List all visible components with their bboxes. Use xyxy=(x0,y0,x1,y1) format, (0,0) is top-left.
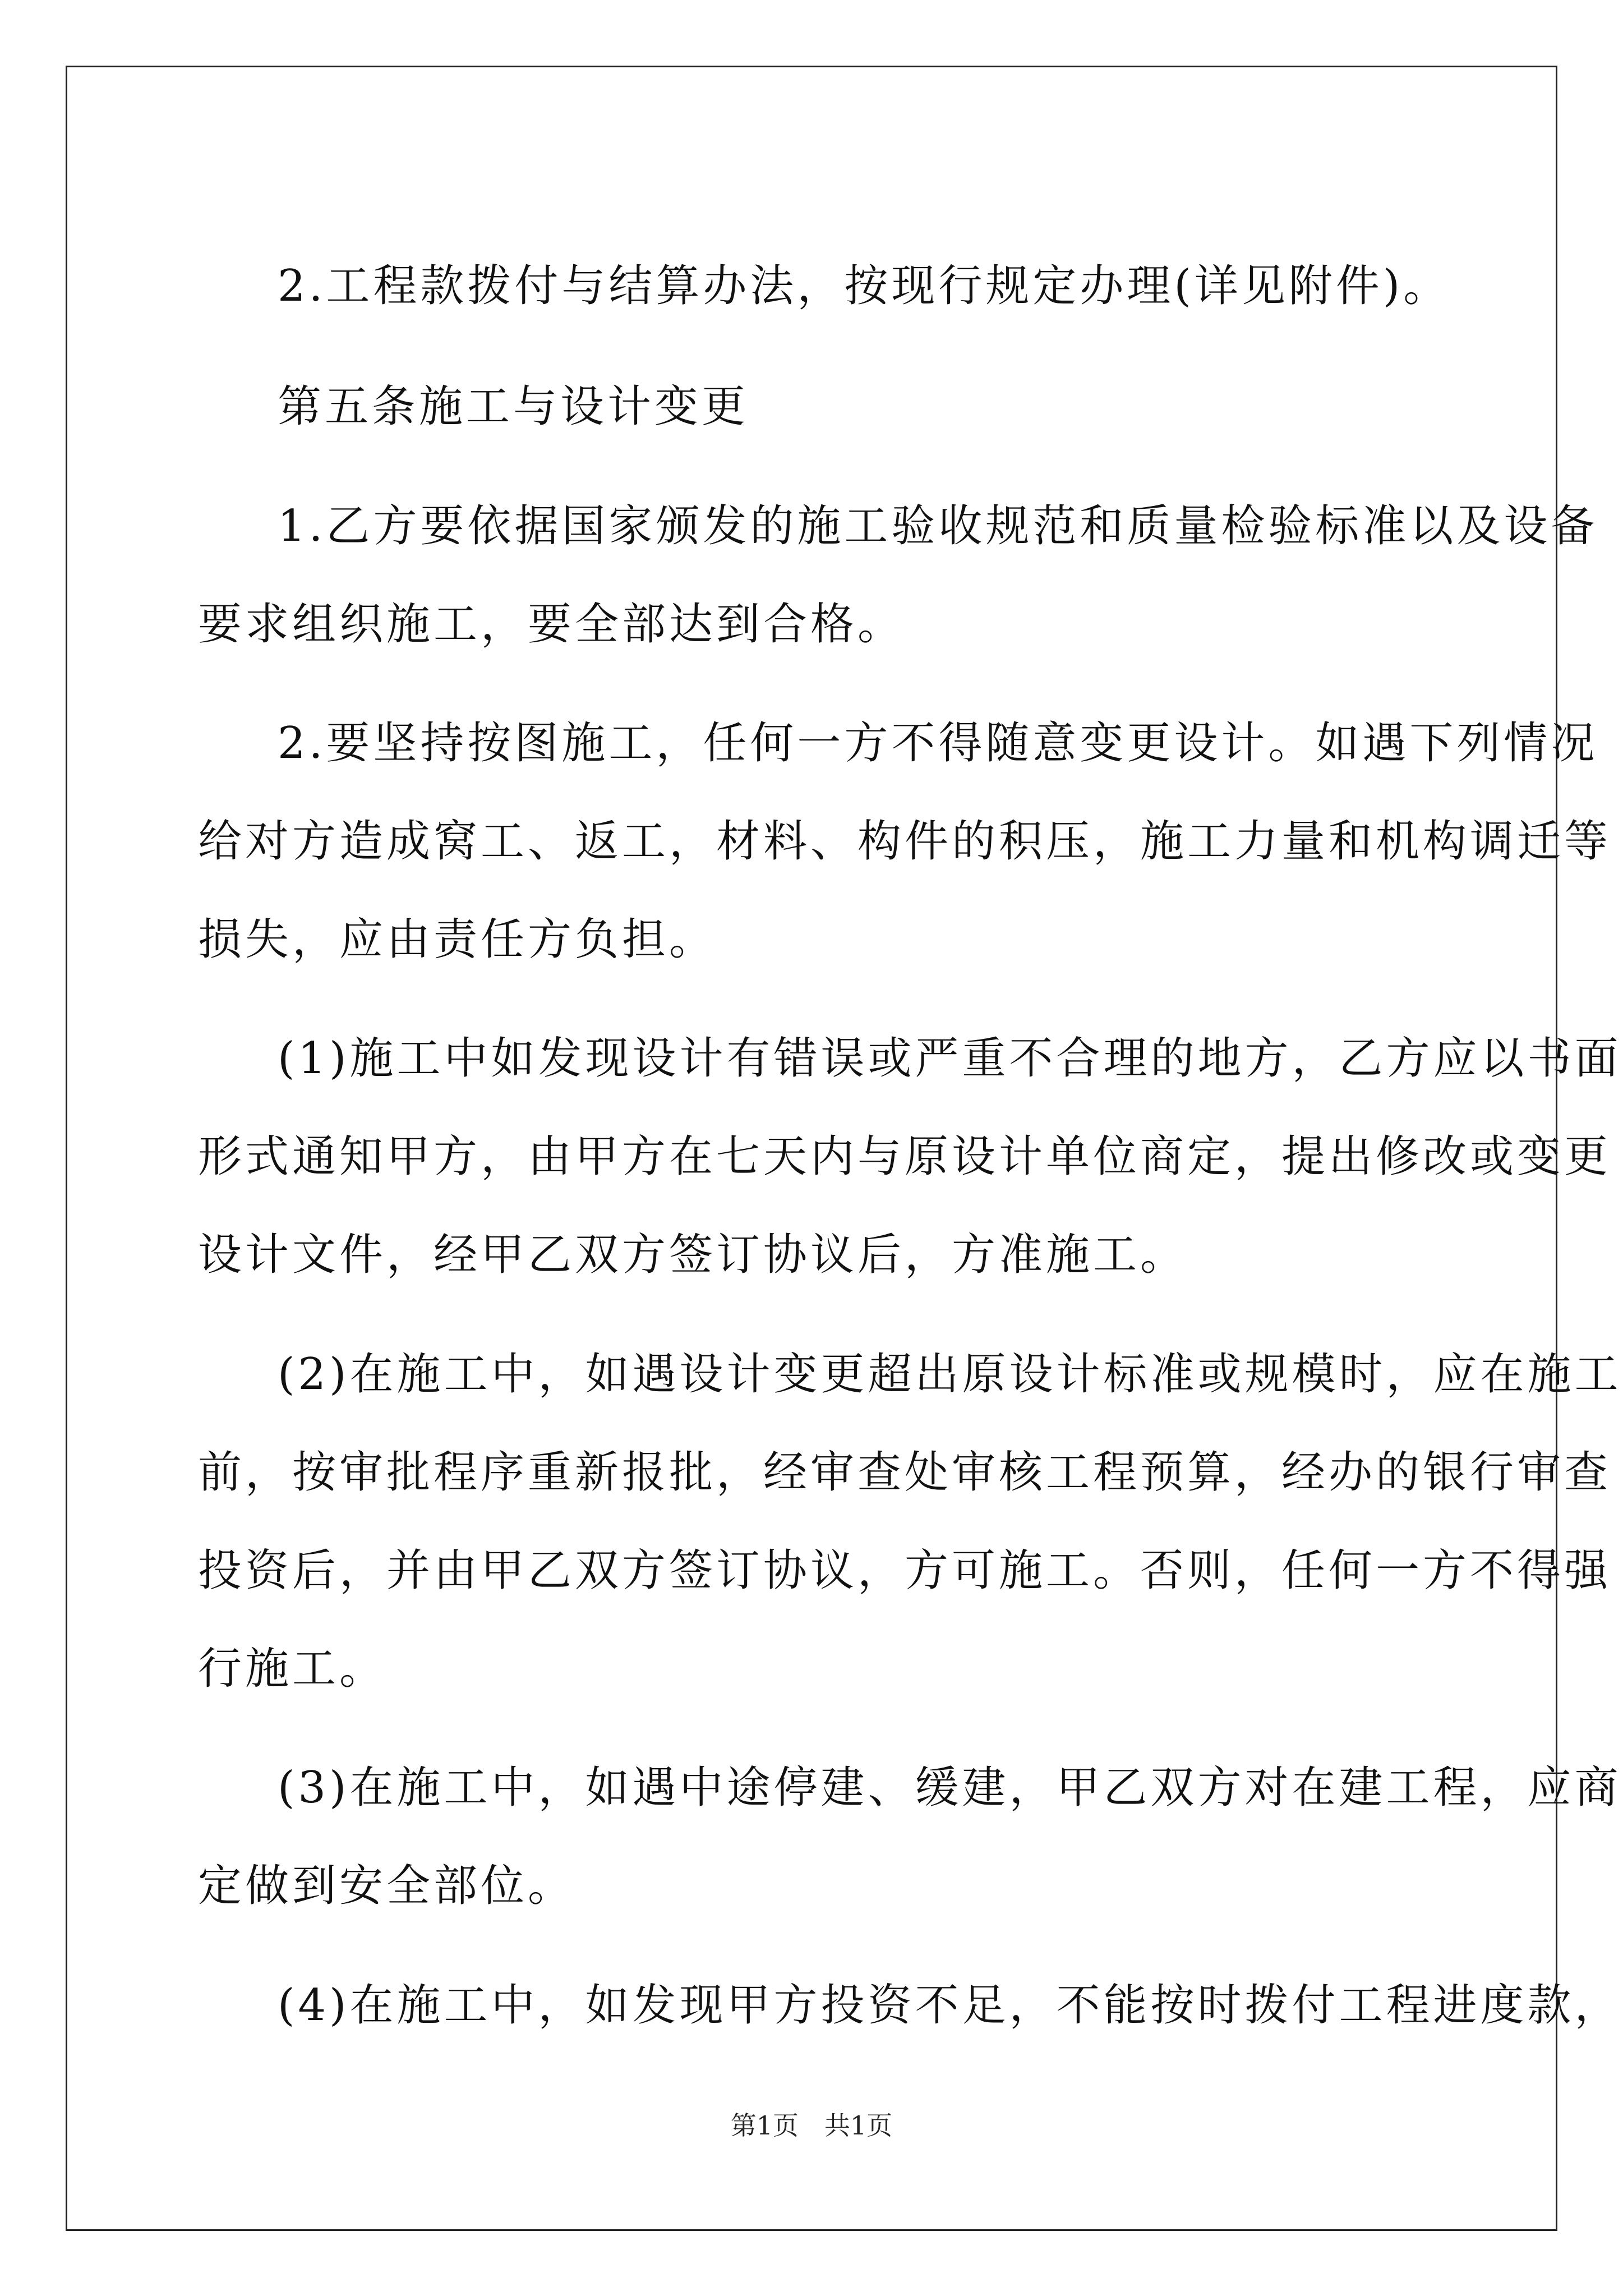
text-line: (3)在施工中，如遇中途停建、缓建，甲乙双方对在建工程，应商 xyxy=(278,1763,1622,1813)
text-line: 行施工。 xyxy=(198,1644,387,1694)
text-line: (4)在施工中，如发现甲方投资不足，不能按时拨付工程进度款， xyxy=(278,1980,1622,2031)
text-line: (1)施工中如发现设计有错误或严重不合理的地方，乙方应以书面 xyxy=(278,1033,1622,1084)
text-line: 定做到安全部位。 xyxy=(198,1861,575,1911)
document-body xyxy=(67,67,1622,2229)
text-line: (2)在施工中，如遇设计变更超出原设计标准或规模时，应在施工 xyxy=(278,1349,1622,1400)
section-heading: 第五条施工与设计变更 xyxy=(278,381,749,432)
text-line: 2.要坚持按图施工，任何一方不得随意变更设计。如遇下列情况 xyxy=(278,718,1598,769)
text-line: 要求组织施工，要全部达到合格。 xyxy=(198,599,905,650)
page-frame xyxy=(66,66,1622,2231)
text-line: 给对方造成窝工、返工，材料、构件的积压，施工力量和机构调迁等 xyxy=(198,816,1612,867)
text-line: 形式通知甲方，由甲方在七天内与原设计单位商定，提出修改或变更 xyxy=(198,1131,1612,1182)
text-line: 损失，应由责任方负担。 xyxy=(198,914,717,965)
text-line: 2.工程款拨付与结算办法，按现行规定办理(详见附件)。 xyxy=(278,261,1451,311)
page-number-footer: 第1页 共1页 xyxy=(730,2110,893,2141)
text-line: 投资后，并由甲乙双方签订协议，方可施工。否则，任何一方不得强 xyxy=(198,1545,1612,1596)
text-line: 设计文件，经甲乙双方签订协议后，方准施工。 xyxy=(198,1230,1188,1280)
text-line: 前，按审批程序重新报批，经审查处审核工程预算，经办的银行审查 xyxy=(198,1447,1612,1498)
text-line: 1.乙方要依据国家颁发的施工验收规范和质量检验标准以及设备 xyxy=(278,501,1598,551)
